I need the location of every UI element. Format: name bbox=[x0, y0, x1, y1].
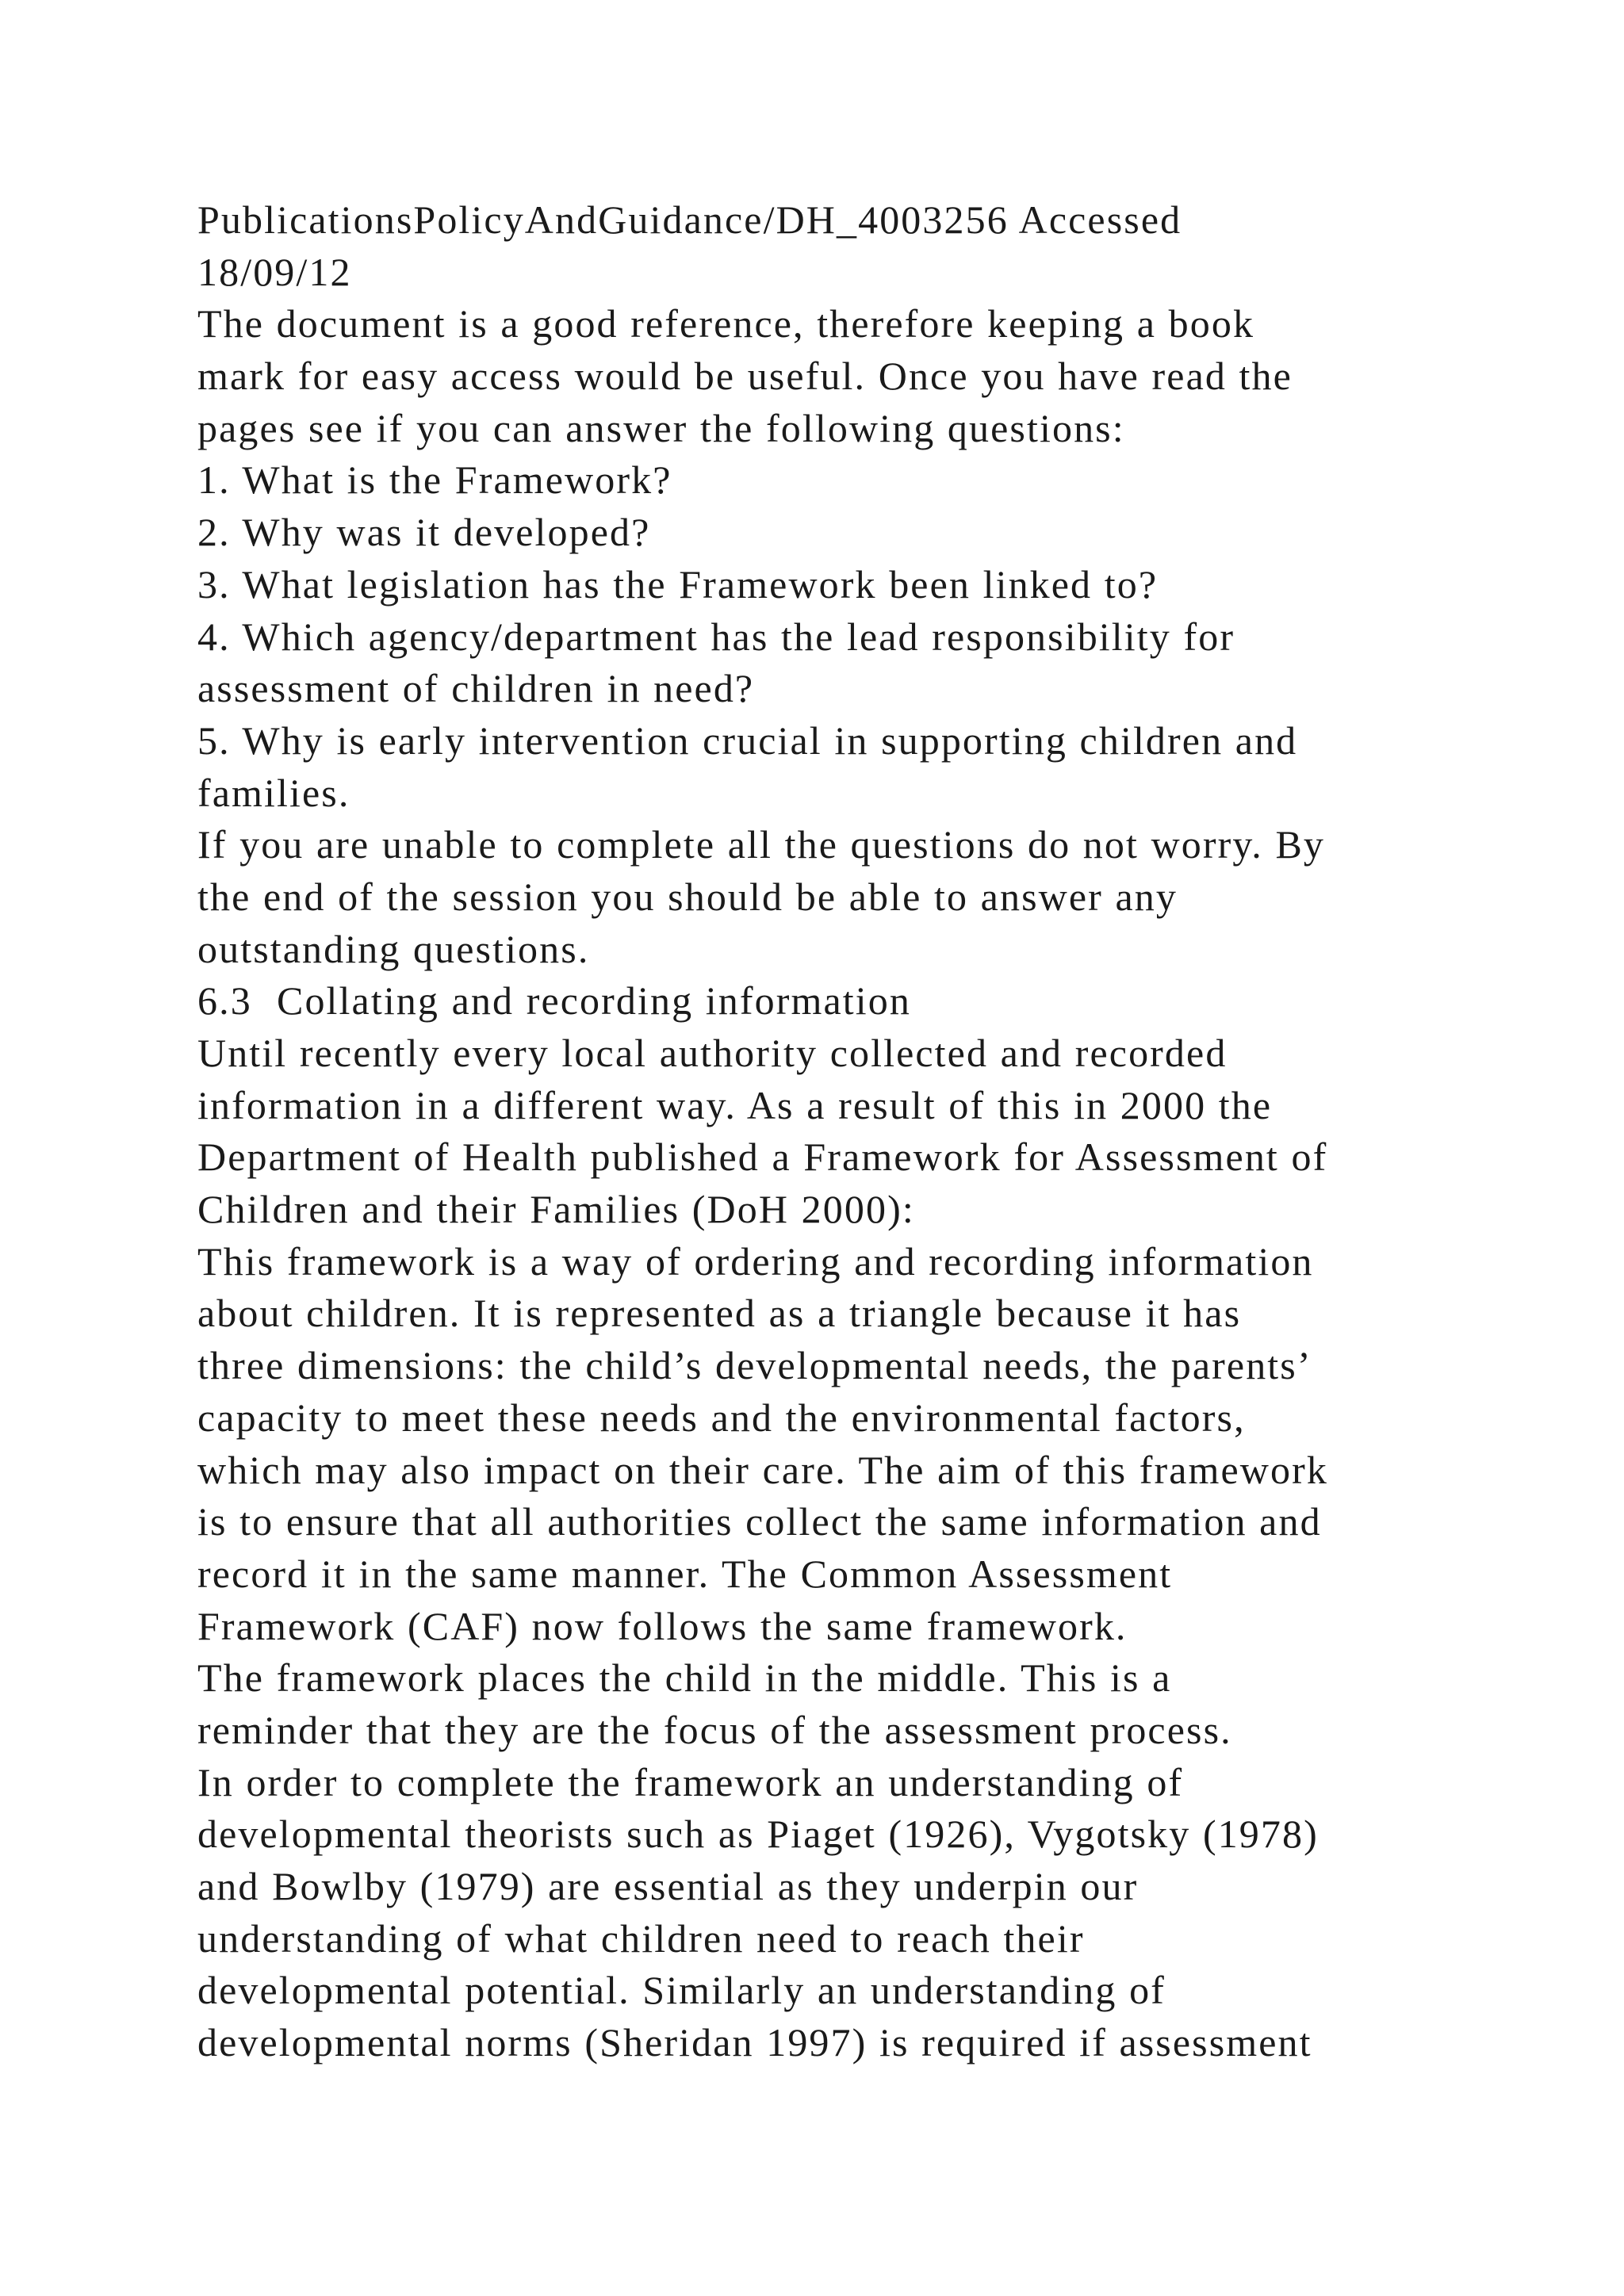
text-line: If you are unable to complete all the questions do not worry. By bbox=[197, 822, 1326, 867]
question-5: 5. Why is early intervention crucial in supporting children and bbox=[197, 718, 1298, 763]
text-line: developmental norms (Sheridan 1997) is required if assessment bbox=[197, 2020, 1312, 2065]
text-line: assessment of children in need? bbox=[197, 666, 755, 711]
text-line: developmental potential. Similarly an understanding of bbox=[197, 1968, 1166, 2013]
question-4: 4. Which agency/department has the lead responsibility for bbox=[197, 614, 1235, 659]
text-line: understanding of what children need to reach their bbox=[197, 1915, 1085, 1961]
text-line: developmental theorists such as Piaget (1926), Vygotsky (1978) bbox=[197, 1812, 1319, 1857]
question-3: 3. What legislation has the Framework been linked to? bbox=[197, 561, 1159, 607]
text-line: Until recently every local authority collected and recorded bbox=[197, 1031, 1228, 1075]
text-line: reminder that they are the focus of the assessment process. bbox=[197, 1707, 1232, 1752]
document-body bbox=[197, 194, 1530, 2069]
text-line: The framework places the child in the middle. This is a bbox=[197, 1655, 1172, 1701]
text-line: 18/09/12 bbox=[197, 249, 352, 294]
text-line: three dimensions: the child’s developmental needs, the parents’ bbox=[197, 1343, 1312, 1388]
text-line: PublicationsPolicyAndGuidance/DH_4003256 Accessed bbox=[197, 197, 1182, 242]
text-line: the end of the session you should be able to answer any bbox=[197, 874, 1178, 919]
text-line: which may also impact on their care. The aim of this framework bbox=[197, 1447, 1328, 1492]
text-line: families. bbox=[197, 770, 350, 815]
text-line: record it in the same manner. The Common Assessment bbox=[197, 1551, 1173, 1596]
text-line: outstanding questions. bbox=[197, 926, 590, 971]
text-line: about children. It is represented as a triangle because it has bbox=[197, 1291, 1242, 1336]
text-line: information in a different way. As a result of this in 2000 the bbox=[197, 1082, 1273, 1127]
section-heading: 6.3 Collating and recording information bbox=[197, 978, 911, 1024]
text-line: and Bowlby (1979) are essential as they underpin our bbox=[197, 1864, 1139, 1908]
text-line: Framework (CAF) now follows the same framework. bbox=[197, 1603, 1128, 1648]
question-1: 1. What is the Framework? bbox=[197, 457, 672, 503]
text-line: Children and their Families (DoH 2000): bbox=[197, 1187, 915, 1232]
text-line: pages see if you can answer the following questions: bbox=[197, 405, 1125, 450]
text-line: capacity to meet these needs and the environmental factors, bbox=[197, 1395, 1246, 1440]
text-line: In order to complete the framework an understanding of bbox=[197, 1759, 1184, 1804]
text-line: is to ensure that all authorities collect the same information and bbox=[197, 1499, 1322, 1544]
text-line: mark for easy access would be useful. Once you have read the bbox=[197, 354, 1293, 399]
text-line: Department of Health published a Framework for Assessment of bbox=[197, 1135, 1328, 1180]
text-line: This framework is a way of ordering and recording information bbox=[197, 1238, 1314, 1284]
text-line: The document is a good reference, therefore keeping a book bbox=[197, 301, 1255, 346]
question-2: 2. Why was it developed? bbox=[197, 510, 651, 555]
